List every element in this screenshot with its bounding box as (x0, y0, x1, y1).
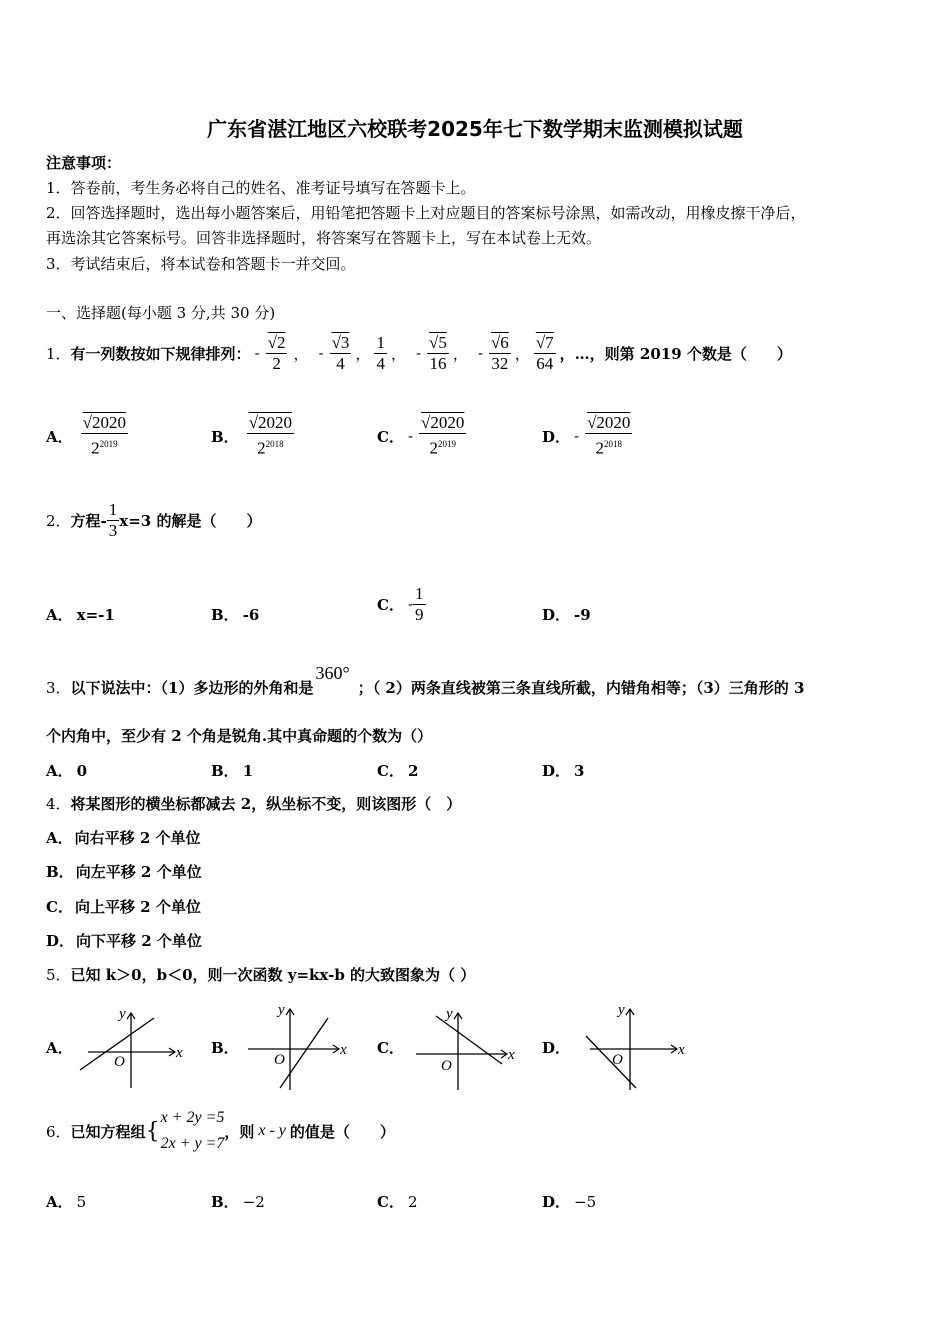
section-heading: 一、选择题(每小题 3 分,共 30 分) (46, 304, 276, 322)
question-5 (46, 964, 475, 985)
option-exp: 2018 (265, 439, 284, 450)
notice-heading: 注意事项： (46, 154, 122, 172)
option-fraction (81, 413, 128, 459)
q1-option-b[interactable] (211, 410, 294, 462)
q5-option-d-label[interactable]: D． (542, 1039, 571, 1057)
q4-option-b[interactable] (46, 861, 202, 882)
option-text: 向上平移 2 个单位 (74, 898, 201, 916)
frac-den: 9 (415, 604, 424, 624)
seq-term-4-den: 16 (429, 353, 447, 373)
q5-option-b-label[interactable]: B． (211, 1039, 239, 1057)
option-label: B． (211, 606, 239, 624)
y-axis-label: y (278, 1002, 285, 1018)
x-axis-label: x (508, 1047, 515, 1063)
seq-term-2 (330, 333, 352, 374)
graph-b[interactable] (240, 1002, 352, 1092)
q3-option-c[interactable] (377, 760, 418, 781)
question-4-stem: 将某图形的横坐标都减去 2，纵坐标不变，则该图形（ ） (70, 795, 462, 813)
q2-option-c[interactable] (377, 578, 426, 630)
option-label: B． (211, 427, 239, 446)
option-text: 1 (242, 762, 254, 780)
question-6-mid: ，则 (224, 1122, 255, 1141)
question-1-prefix: 有一列数按如下规律排列： (70, 344, 251, 363)
question-6 (46, 1103, 395, 1159)
question-1-suffix: ，…，则第 2019 个数是（ ） (559, 344, 792, 363)
expression: x - y (258, 1122, 286, 1139)
q2-option-b[interactable] (211, 604, 259, 625)
option-label: D． (46, 932, 75, 950)
frac-den: 3 (108, 520, 118, 540)
option-fraction (419, 413, 466, 459)
brace: { (145, 1118, 160, 1144)
option-exp: 2019 (437, 439, 456, 450)
angle-value: 360° (315, 663, 350, 683)
notice-item-3: 3．考试结束后，将本试卷和答题卡一并交回。 (46, 255, 356, 273)
seq-term-3-num: 1 (376, 332, 385, 352)
question-5-stem: 已知 k＞0，b＜0，则一次函数 y=kx-b 的大致图象为（ ） (70, 966, 476, 984)
q5-option-c-label[interactable]: C． (377, 1039, 404, 1057)
option-text: x=-1 (76, 606, 115, 624)
q2-option-d[interactable] (542, 604, 591, 625)
option-label: D． (542, 762, 571, 780)
graph-d[interactable] (580, 1002, 692, 1092)
frac-num: 1 (415, 583, 424, 603)
question-number: 1． (46, 344, 71, 363)
option-text: 5 (76, 1193, 87, 1211)
seq-sign-2: - (318, 344, 324, 362)
equation-1: x + 2y =5 (160, 1109, 225, 1126)
option-label: C． (377, 762, 404, 780)
option-text: 向左平移 2 个单位 (75, 863, 202, 881)
notice-item-2-cont: 再选涂其它答案标号。回答非选择题时，将答案写在答题卡上，写在本试卷上无效。 (46, 229, 602, 247)
seq-term-6-den: 64 (536, 353, 554, 373)
x-axis-label: x (340, 1042, 347, 1058)
option-exp: 2018 (604, 439, 623, 450)
q3-option-b[interactable] (211, 760, 253, 781)
option-label: C． (46, 898, 73, 916)
seq-term-5-num: √6 (490, 332, 509, 352)
option-label: C． (377, 1193, 404, 1211)
question-2-fraction (107, 500, 120, 541)
q1-option-c[interactable] (377, 410, 466, 462)
option-label: C． (377, 427, 404, 446)
notice-item-1: 1．答卷前，考生务必将自己的姓名、准考证号填写在答题卡上。 (46, 179, 476, 197)
y-axis-label: y (446, 1006, 453, 1022)
q6-option-c[interactable] (377, 1191, 418, 1212)
question-3 (46, 658, 804, 698)
q5-option-a-label[interactable]: A． (46, 1039, 73, 1057)
notice-item-2: 2．回答选择题时，选出每小题答案后，用铅笔把答题卡上对应题目的答案标号涂黑，如需改动，用橡皮擦干净后， (46, 204, 806, 222)
q4-option-a[interactable] (46, 827, 201, 848)
option-text: 0 (76, 762, 88, 780)
question-number: 3． (46, 679, 71, 697)
function-line (436, 1016, 502, 1064)
seq-term-1 (266, 333, 288, 374)
option-num: √2020 (421, 413, 465, 433)
option-text: 2 (407, 1193, 418, 1211)
question-2-post: x=3 的解是（ ） (119, 511, 262, 530)
seq-term-6 (534, 333, 556, 374)
option-base: 2 (257, 438, 266, 458)
option-label: A． (46, 606, 73, 624)
option-label: B． (211, 1193, 239, 1211)
option-text: 向下平移 2 个单位 (76, 932, 202, 950)
question-6-pre: 已知方程组 (70, 1122, 146, 1141)
seq-sign-1: - (254, 344, 260, 362)
question-3-line1-post: ；（ 2）两条直线被第三条直线所截，内错角相等；（3）三角形的 3 (357, 679, 805, 697)
graph-c[interactable] (410, 1002, 522, 1092)
q2-option-a[interactable] (46, 604, 115, 625)
option-text: 向右平移 2 个单位 (74, 829, 201, 847)
option-label: C． (377, 595, 404, 614)
option-label: A． (46, 762, 73, 780)
q3-option-a[interactable] (46, 760, 87, 781)
option-label: D． (542, 1193, 571, 1211)
question-1: 1． 有一列数按如下规律排列： - $\frac{√2}{2}$ ， - $\frac{√3}{4}$ ， $\frac{1}{4}$ ， - $\frac{√5}{16}$ ， - $\frac{√6}{32}$ ， $\frac{√7}{64}$ ，…，则第 2019 个数是（ ） (46, 332, 792, 373)
seq-term-5 (489, 333, 511, 374)
option-label: D． (542, 606, 571, 624)
q1-option-d[interactable] (542, 410, 632, 462)
function-line (586, 1036, 636, 1088)
option-text: -6 (242, 606, 260, 624)
origin-label: O (441, 1058, 452, 1074)
option-num: √2020 (248, 413, 293, 433)
q3-option-d[interactable] (542, 760, 584, 781)
seq-term-4-num: √5 (429, 332, 447, 352)
y-axis-label: y (618, 1002, 625, 1018)
q6-option-b[interactable] (211, 1191, 265, 1212)
question-3-line2: 个内角中，至少有 2 个角是锐角.其中真命题的个数为（） (46, 727, 433, 745)
question-4 (46, 793, 461, 814)
option-label: D． (542, 427, 571, 446)
x-axis-label: x (678, 1042, 685, 1058)
option-base: 2 (595, 438, 605, 458)
seq-sign-5: - (477, 344, 483, 362)
option-label: A． (46, 1193, 73, 1211)
option-text: -9 (574, 606, 591, 624)
seq-term-2-den: 4 (336, 353, 345, 373)
page-title: 广东省湛江地区六校联考2025年七下数学期末监测模拟试题 (207, 117, 743, 141)
option-label: B． (211, 762, 239, 780)
question-number: 5． (46, 966, 71, 984)
question-number: 2． (46, 511, 71, 530)
seq-term-5-den: 32 (491, 353, 509, 373)
option-text: −5 (574, 1193, 597, 1211)
equation-system (161, 1105, 225, 1157)
question-2 (46, 494, 261, 546)
origin-label: O (612, 1052, 623, 1068)
option-base: 2 (429, 438, 438, 458)
seq-term-6-num: √7 (535, 332, 554, 352)
option-num: √2020 (82, 413, 126, 433)
q6-option-d[interactable] (542, 1191, 596, 1212)
seq-term-2-num: √3 (331, 332, 350, 352)
q4-option-c[interactable] (46, 896, 201, 917)
option-sign: - (407, 595, 414, 613)
question-number: 6． (46, 1122, 71, 1141)
function-line (280, 1018, 328, 1088)
option-label: B． (46, 863, 74, 881)
origin-label: O (274, 1052, 285, 1068)
option-base: 2 (91, 438, 100, 458)
option-label: A． (46, 829, 73, 847)
option-sign: - (574, 427, 580, 445)
x-axis-label: x (176, 1045, 183, 1061)
origin-label: O (114, 1054, 125, 1070)
option-exp: 2019 (99, 439, 118, 450)
equation-2: 2x + y =7 (160, 1135, 225, 1152)
seq-term-3-den: 4 (376, 353, 385, 373)
option-sign: - (407, 427, 414, 445)
option-fraction (413, 584, 426, 625)
seq-term-1-den: 2 (272, 353, 281, 373)
option-text: −2 (242, 1193, 265, 1211)
option-text: 3 (574, 762, 585, 780)
seq-sign-4: - (415, 344, 422, 362)
option-fraction (247, 413, 294, 459)
option-num: √2020 (587, 413, 631, 433)
q1-option-a[interactable] (46, 410, 128, 462)
frac-num: 1 (108, 499, 118, 519)
graph-a[interactable] (74, 1002, 186, 1092)
seq-term-3 (374, 333, 387, 374)
question-2-pre: 方程- (70, 511, 107, 530)
seq-term-4 (427, 333, 449, 374)
option-fraction (585, 413, 632, 459)
question-6-post: 的值是（ ） (289, 1122, 395, 1141)
seq-term-1-num: √2 (267, 332, 286, 352)
q6-option-a[interactable] (46, 1191, 86, 1212)
y-axis-label: y (119, 1006, 126, 1022)
option-label: A． (46, 427, 73, 446)
question-3-line1-pre: 以下说法中：（1）多边形的外角和是 (70, 679, 314, 697)
option-text: 2 (407, 762, 419, 780)
question-number: 4． (46, 795, 71, 813)
q4-option-d[interactable] (46, 930, 202, 951)
